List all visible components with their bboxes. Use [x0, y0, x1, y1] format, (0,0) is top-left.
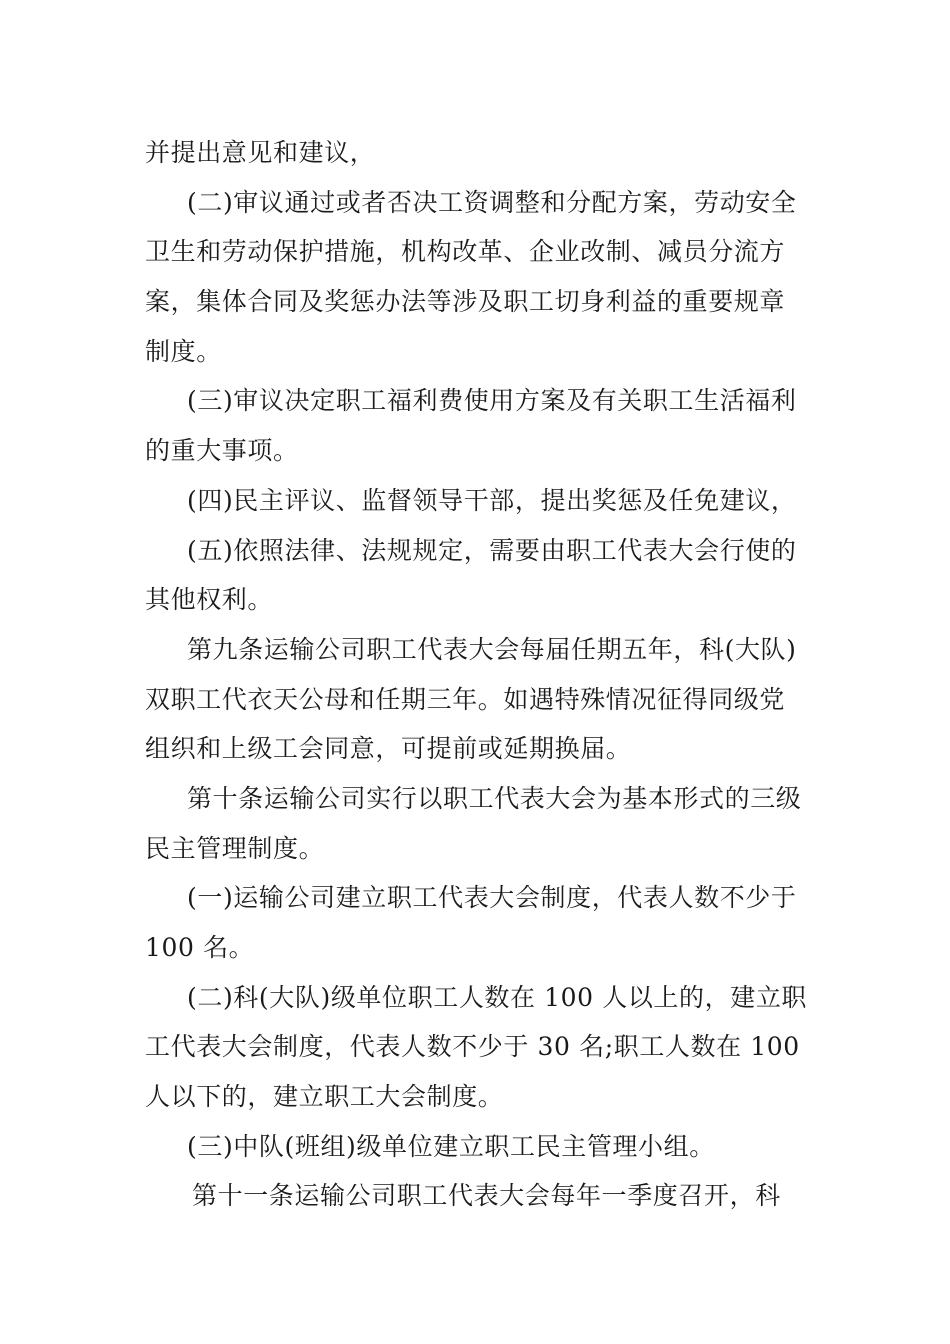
- text-line: (四)民主评议、监督领导干部，提出奖惩及任免建议，: [187, 485, 797, 515]
- text-line: 民主管理制度。: [145, 833, 325, 863]
- text-line: 组织和上级工会同意，可提前或延期换届。: [145, 734, 632, 764]
- text-line: (五)依照法律、法规规定，需要由职工代表大会行使的: [187, 535, 797, 565]
- text-line: 双职工代衣天公母和任期三年。如遇特殊情况征得同级党: [145, 684, 786, 714]
- text-line: (三)审议决定职工福利费使用方案及有关职工生活福利: [187, 386, 797, 416]
- text-line: (一)运输公司建立职工代表大会制度，代表人数不少于: [187, 883, 797, 913]
- text-line: (三)中队(班组)级单位建立职工民主管理小组。: [187, 1131, 715, 1161]
- text-line: (二)审议通过或者否决工资调整和分配方案，劳动安全: [187, 187, 797, 217]
- text-line: 人以下的，建立职工大会制度。: [145, 1082, 504, 1112]
- text-line: 案，集体合同及奖惩办法等涉及职工切身利益的重要规章: [145, 287, 786, 317]
- text-line: 第九条运输公司职工代表大会每届任期五年，科(大队): [187, 634, 797, 664]
- text-line: 并提出意见和建议，: [145, 138, 376, 167]
- text-line: 的重大事项。: [145, 436, 299, 466]
- text-line: 工代表大会制度，代表人数不少于 30 名;职工人数在 100: [145, 1032, 800, 1062]
- text-line: 100 名。: [145, 933, 255, 962]
- text-line: 其他权利。: [145, 585, 274, 615]
- text-line: 卫生和劳动保护措施，机构改革、企业改制、减员分流方: [145, 237, 786, 267]
- text-line: 制度。: [145, 336, 222, 366]
- text-line: (二)科(大队)级单位职工人数在 100 人以上的，建立职: [187, 982, 808, 1012]
- text-line: 第十一条运输公司职工代表大会每年一季度召开，科: [192, 1181, 781, 1211]
- text-line: 第十条运输公司实行以职工代表大会为基本形式的三级: [187, 783, 802, 813]
- document-page: [145, 128, 815, 1221]
